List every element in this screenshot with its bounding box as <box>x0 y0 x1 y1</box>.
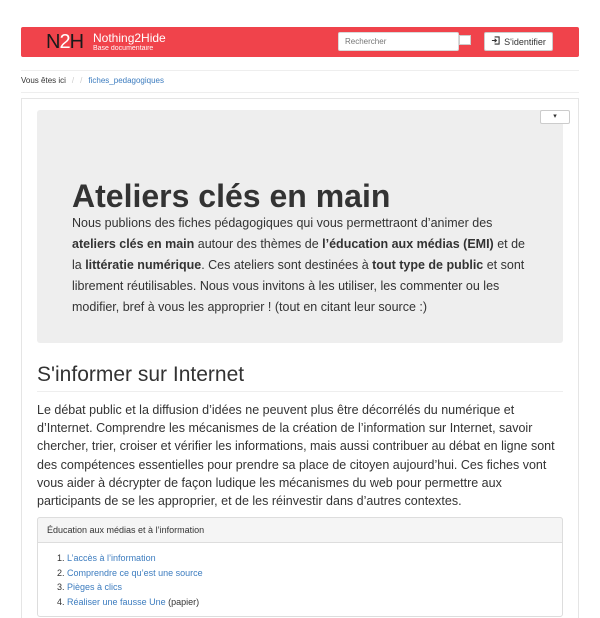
list-item <box>57 595 203 610</box>
site-logo[interactable] <box>46 30 83 54</box>
topic-link[interactable]: Pièges à clics <box>67 582 123 592</box>
intro-text-5: et sont librement réutilisables. Nous vous invitons à les utiliser, les commenter ou les modifier, bref à vous les approprier ! (tout en citant leur source :) <box>72 258 525 314</box>
list-number: 4. <box>57 596 65 607</box>
divider <box>37 391 563 392</box>
brand-subtitle: Base documentaire <box>93 45 154 52</box>
intro-text-1: Nous publions des fiches pédagogiques qui vous permettraont d’animer des <box>72 216 493 230</box>
intro-bold-2: l’éducation aux médias (EMI) <box>322 237 494 251</box>
page-title: Ateliers clés en main <box>72 178 391 215</box>
topic-list <box>57 551 203 609</box>
topic-link[interactable]: Réaliser une fausse Une <box>67 596 166 607</box>
intro-bold-1: ateliers clés en main <box>72 237 195 251</box>
breadcrumb-separator: / <box>71 76 75 85</box>
intro-text <box>72 213 532 318</box>
login-label: S'identifier <box>504 36 546 47</box>
list-number: 3. <box>57 582 65 592</box>
breadcrumb <box>21 76 164 85</box>
brand[interactable] <box>93 32 166 53</box>
section-heading: S'informer sur Internet <box>37 363 245 386</box>
topic-panel-title: Éducation aux médias et à l’information <box>47 525 205 535</box>
search-button[interactable] <box>459 35 471 45</box>
logo-n: N <box>46 30 60 53</box>
logo-mark <box>46 31 83 54</box>
logo-h: H <box>69 30 84 53</box>
divider <box>21 70 579 71</box>
breadcrumb-current[interactable]: fiches_pedagogiques <box>88 76 165 85</box>
intro-text-4: . Ces ateliers sont destinées à <box>201 258 373 272</box>
search-input[interactable] <box>338 32 459 51</box>
list-item <box>57 566 203 581</box>
sign-in-icon <box>491 36 500 47</box>
breadcrumb-separator: / <box>80 76 83 85</box>
intro-bold-3: littératie numérique <box>85 258 202 272</box>
breadcrumb-prefix: Vous êtes ici <box>21 76 66 85</box>
section-text: Le débat public et la diffusion d’idées ne peuvent plus être décorrélés du numérique et d’Internet. Comprendre les mécanismes de la création de l’information sur Internet, savoir chercher, trier, croiser et vérifier les informations, mais aussi contribuer au débat en ligne sont des compétences essentielles pour prendre sa place de citoyen aujourd’hui. Ces fiches vont vous aider à décrypter de façon ludique les mécanismes du web pour permettre aux participants de se les approprier, et de les réinvestir dans d’autres contextes. <box>37 403 555 509</box>
list-number: 1. <box>57 553 65 563</box>
login-button[interactable] <box>484 32 553 51</box>
topic-note: (papier) <box>165 596 200 607</box>
brand-name: Nothing2Hide <box>93 31 166 45</box>
list-item <box>57 580 203 595</box>
list-number: 2. <box>57 567 65 578</box>
logo-2: 2 <box>59 30 70 53</box>
divider <box>21 92 579 93</box>
top-navbar <box>21 27 579 57</box>
intro-bold-4: tout type de public <box>372 258 484 272</box>
list-item <box>57 551 203 566</box>
intro-text-3: et de la <box>72 237 526 272</box>
topic-link[interactable]: Comprendre ce qu’est une source <box>67 567 203 578</box>
page-tools-dropdown[interactable]: ▾ <box>540 110 570 124</box>
intro-text-2: autour des thèmes de <box>194 237 323 251</box>
topic-link[interactable]: L’accès à l’information <box>67 553 156 563</box>
